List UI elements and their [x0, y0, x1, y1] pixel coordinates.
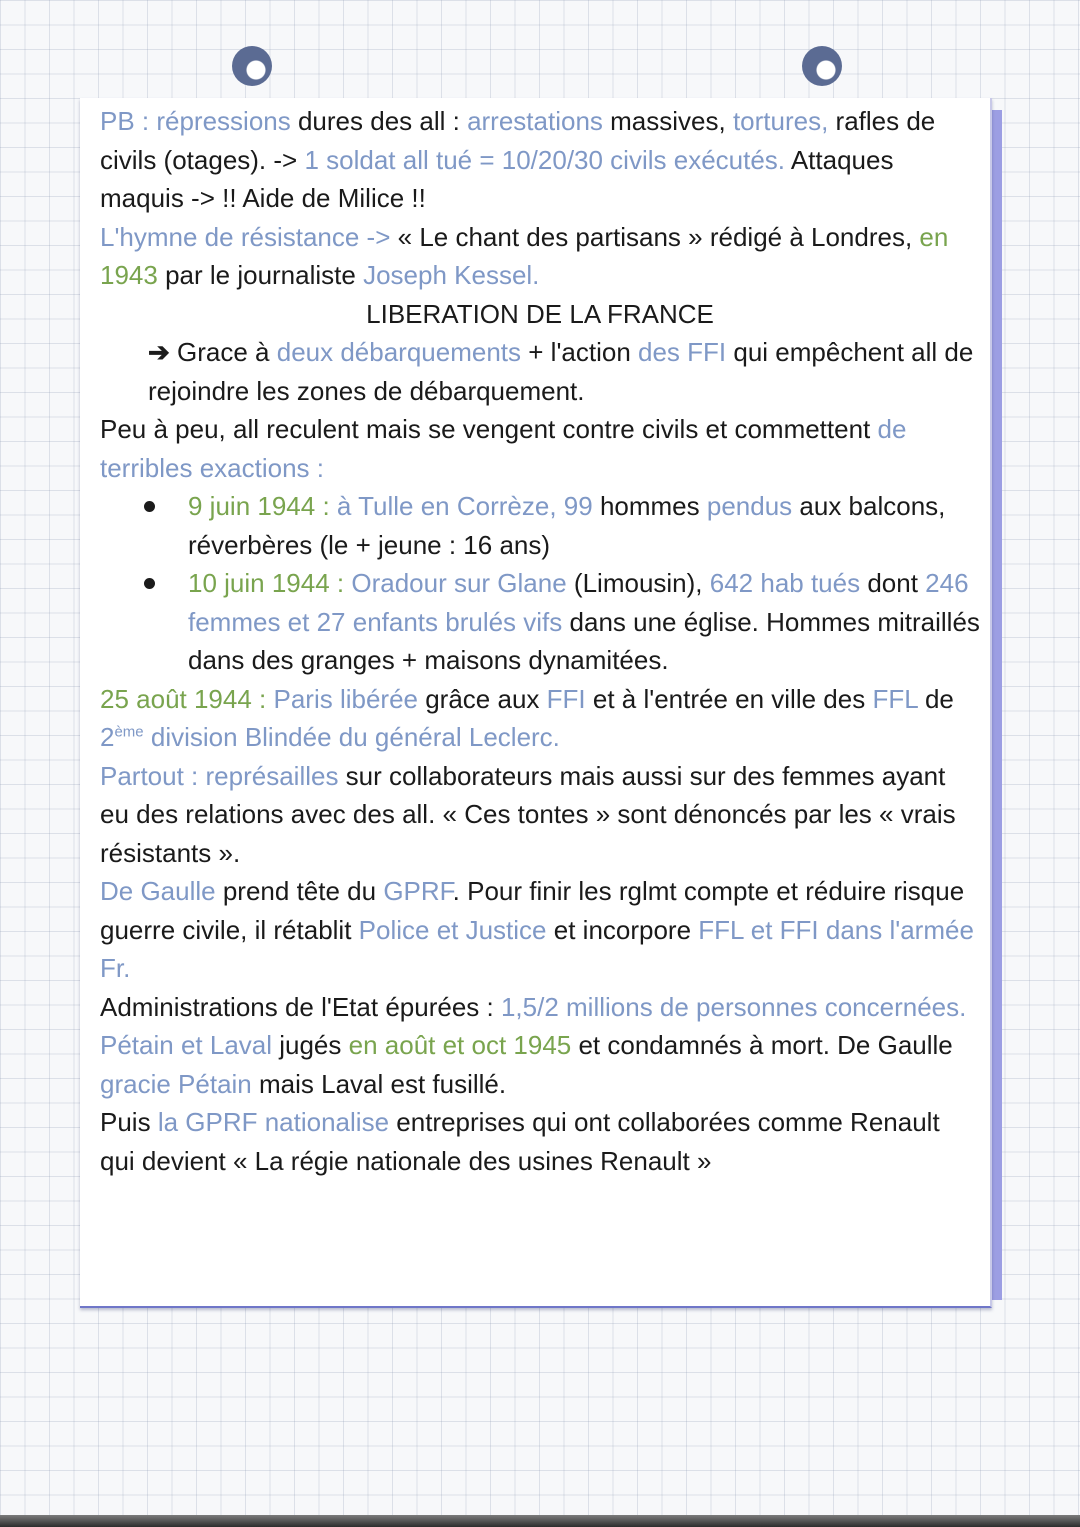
paragraph-repressions: PB : répressions dures des all : arrestations massives, tortures, rafles de civils (otages). -> 1 soldat all tué = 10/20/30 civils exécutés. Attaques maquis -> !! Aide de Milice !!	[100, 106, 936, 213]
list-item-tulle: 9 juin 1944 : à Tulle en Corrèze, 99 hommes pendus aux balcons, réverbères (le + jeune : 16 ans)	[188, 487, 980, 564]
paragraph-petain-laval: Pétain et Laval jugés en août et oct 1945 et condamnés à mort. De Gaulle gracie Pétain mais Laval est fusillé.	[100, 1030, 953, 1099]
paragraph-administrations: Administrations de l'Etat épurées : 1,5/2 millions de personnes concernées.	[100, 991, 967, 1022]
paragraph-partout: Partout : représailles sur collaborateurs mais aussi sur des femmes ayant eu des relations avec des all. « Ces tontes » sont dénoncés par les « vrais résistants ».	[100, 760, 956, 868]
section-title: LIBERATION DE LA FRANCE	[366, 298, 714, 329]
arrow-icon: ➔	[148, 337, 170, 367]
paragraph-de-gaulle: De Gaulle prend tête du GPRF. Pour finir les rglmt compte et réduire risque guerre civile, il rétablit Police et Justice et incorpore FFL et FFI dans l'armée Fr.	[100, 876, 974, 983]
exactions-list	[100, 487, 980, 680]
punch-hole-left	[232, 46, 272, 86]
note-card	[80, 98, 992, 1308]
punch-hole-right	[802, 46, 842, 86]
note-content	[100, 102, 980, 1180]
list-item-oradour: 10 juin 1944 : Oradour sur Glane (Limousin), 642 hab tués dont 246 femmes et 27 enfants brulés vifs dans une église. Hommes mitraillés dans des granges + maisons dynamitées.	[188, 564, 980, 680]
paragraph-debarquements: ➔ Grace à deux débarquements + l'action des FFI qui empêchent all de rejoindre les zones de débarquement.	[148, 337, 974, 406]
paragraph-hymne: L'hymne de résistance -> « Le chant des partisans » rédigé à Londres, en 1943 par le journaliste Joseph Kessel.	[100, 221, 949, 290]
paragraph-nationalisation: Puis la GPRF nationalise entreprises qui ont collaborées comme Renault qui devient « La régie nationale des usines Renault »	[100, 1107, 940, 1176]
binder-holes	[0, 40, 1080, 100]
paragraph-exactions: Peu à peu, all reculent mais se vengent contre civils et commettent de terribles exactions :	[100, 414, 907, 483]
bullet-icon	[144, 501, 155, 512]
paragraph-paris: 25 août 1944 : Paris libérée grâce aux FFI et à l'entrée en ville des FFL de 2ème division Blindée du général Leclerc.	[100, 683, 954, 752]
bullet-icon	[144, 578, 155, 589]
table-edge	[0, 1515, 1080, 1527]
